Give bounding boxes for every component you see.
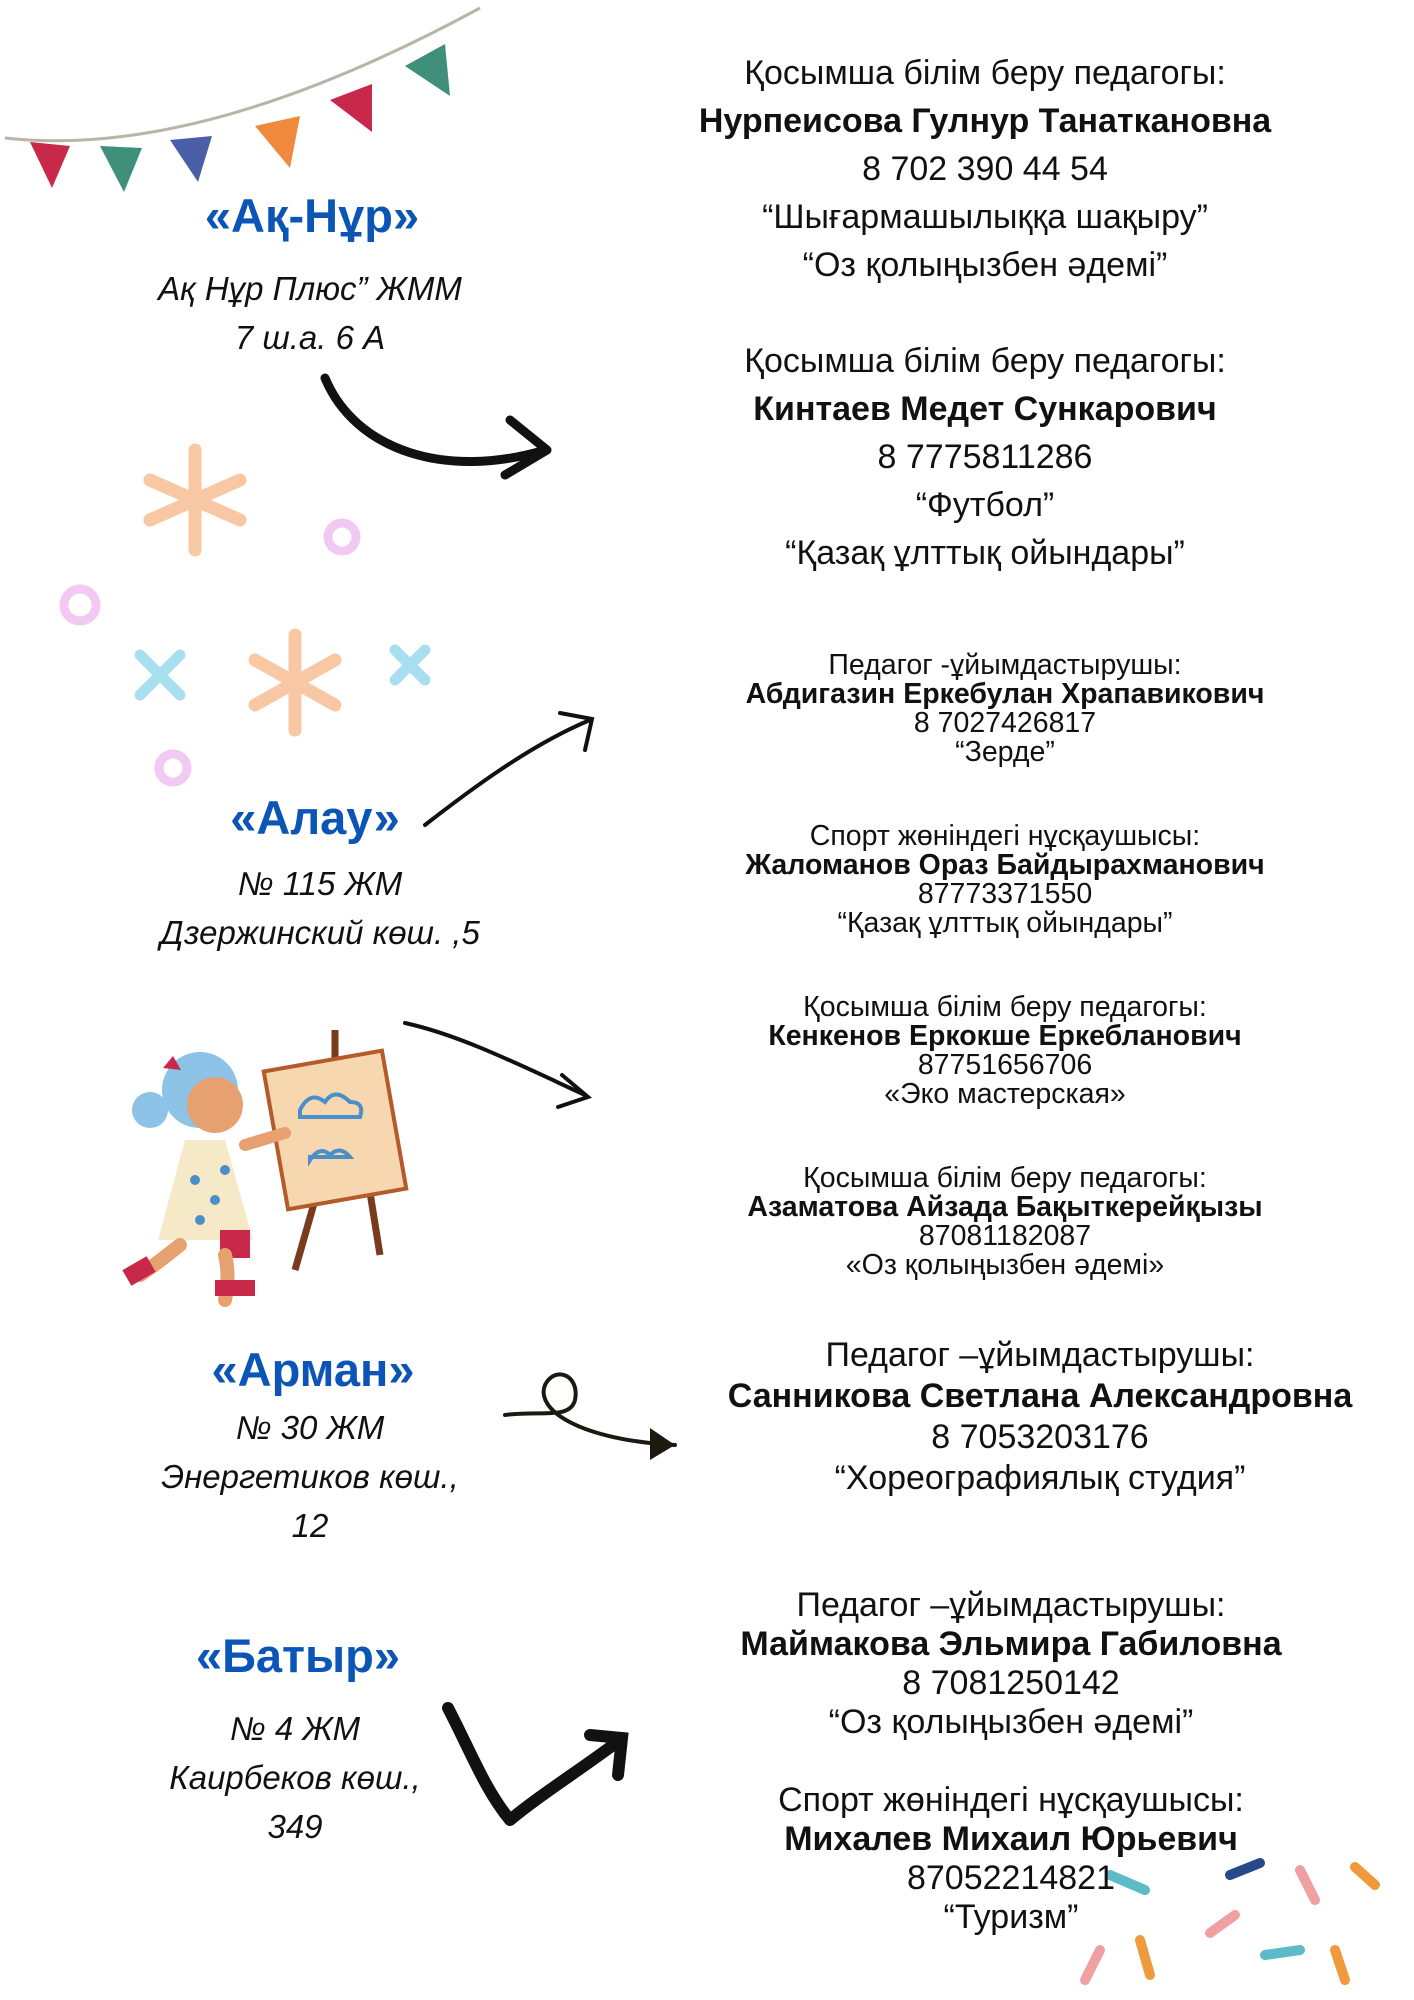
teacher-role: Қосымша білім беру педагогы: [803,991,1207,1023]
girl-painting-illustration [125,1030,385,1300]
teacher-club: “Оз қолыңызбен әдемі” [802,246,1168,284]
teacher-role: Қосымша білім беру педагогы: [803,1162,1207,1194]
teacher-role: Педагог –ұйымдастырушы: [796,1586,1226,1624]
teacher-club: “Хореографиялық студия” [834,1459,1246,1497]
org-name-alau: «Алау» [230,791,400,844]
teacher-phone: 8 702 390 44 54 [862,150,1108,188]
teacher-role: Спорт жөніндегі нұсқаушысы: [778,1781,1244,1819]
teacher-role: Педагог –ұйымдастырушы: [825,1336,1255,1374]
org-info-line: Энергетиков көш., [161,1458,459,1495]
teacher-name: Михалев Михаил Юрьевич [784,1820,1238,1858]
teacher-name: Абдигазин Еркебулан Храпавикович [745,678,1265,710]
org-info-line: 7 ш.а. 6 А [234,319,386,356]
teacher-phone: 8 7775811286 [877,438,1093,476]
teacher-phone: 8 7081250142 [902,1664,1120,1702]
teacher-club: “Шығармашылыққа шақыру” [762,198,1208,236]
teacher-phone: 8 7053203176 [931,1418,1149,1456]
teacher-role: Қосымша білім беру педагогы: [744,342,1226,380]
teacher-phone: 87081182087 [918,1220,1092,1252]
teacher-phone: 87773371550 [917,878,1093,910]
org-info-line: Каирбеков көш., [169,1759,421,1796]
teacher-club: “Қазақ ұлттық ойындары” [837,907,1173,939]
teacher-club: “Туризм” [943,1898,1079,1936]
teacher-name: Нурпеисова Гулнур Танаткановна [698,102,1272,140]
org-info-line: № 4 ЖМ [229,1710,361,1747]
teacher-name: Жаломанов Ораз Байдырахманович [745,849,1265,881]
teacher-name: Маймакова Эльмира Габиловна [740,1625,1282,1663]
teacher-club: «Эко мастерская» [884,1078,1126,1110]
teacher-club: “Футбол” [915,486,1055,524]
org-info-line: 12 [291,1507,329,1544]
teachers-arman [665,1335,1414,1499]
bunting-decoration [0,0,490,200]
org-info-arman [90,1403,530,1550]
teacher-phone: 87751656706 [917,1049,1093,1081]
org-info-alau [100,859,540,957]
teacher-name: Санникова Светлана Александровна [727,1377,1353,1415]
org-info-line: № 30 ЖМ [235,1409,385,1446]
teacher-role: Спорт жөніндегі нұсқаушысы: [809,820,1201,852]
org-name-arman: «Арман» [211,1343,415,1396]
teacher-name: Кенкенов Еркокше Еркебланович [768,1020,1242,1052]
org-name-aknur: «Ақ-Нұр» [204,189,420,242]
teacher-role: Қосымша білім беру педагогы: [744,54,1226,92]
teachers-alau [630,651,1380,1280]
org-info-line: 349 [267,1808,323,1845]
arrow-alau-2 [400,1015,600,1125]
org-info-line: Дзержинский көш. ,5 [160,914,480,951]
org-name-batyr: «Батыр» [195,1629,401,1682]
org-info-line: № 115 ЖМ [237,865,403,902]
teacher-phone: 87052214821 [906,1859,1115,1897]
teacher-club: «Оз қолыңызбен әдемі» [845,1249,1165,1281]
org-info-line: Ақ Нұр Плюс” ЖММ [158,270,462,307]
teacher-name: Азаматова Айзада Бақыткерейқызы [747,1191,1263,1223]
teacher-club: “Қазақ ұлттық ойындары” [785,534,1185,572]
teacher-club: “Оз қолыңызбен әдемі” [828,1703,1194,1741]
arrow-aknur [315,370,555,490]
teacher-name: Кинтаев Медет Сункарович [753,390,1217,428]
teachers-batyr [636,1586,1386,1937]
teacher-phone: 8 7027426817 [913,707,1097,739]
org-info-batyr [75,1704,515,1851]
teacher-club: “Зерде” [955,736,1055,768]
teacher-role: Педагог -ұйымдастырушы: [828,649,1182,681]
org-info-aknur [90,264,530,362]
teachers-aknur [610,49,1360,577]
